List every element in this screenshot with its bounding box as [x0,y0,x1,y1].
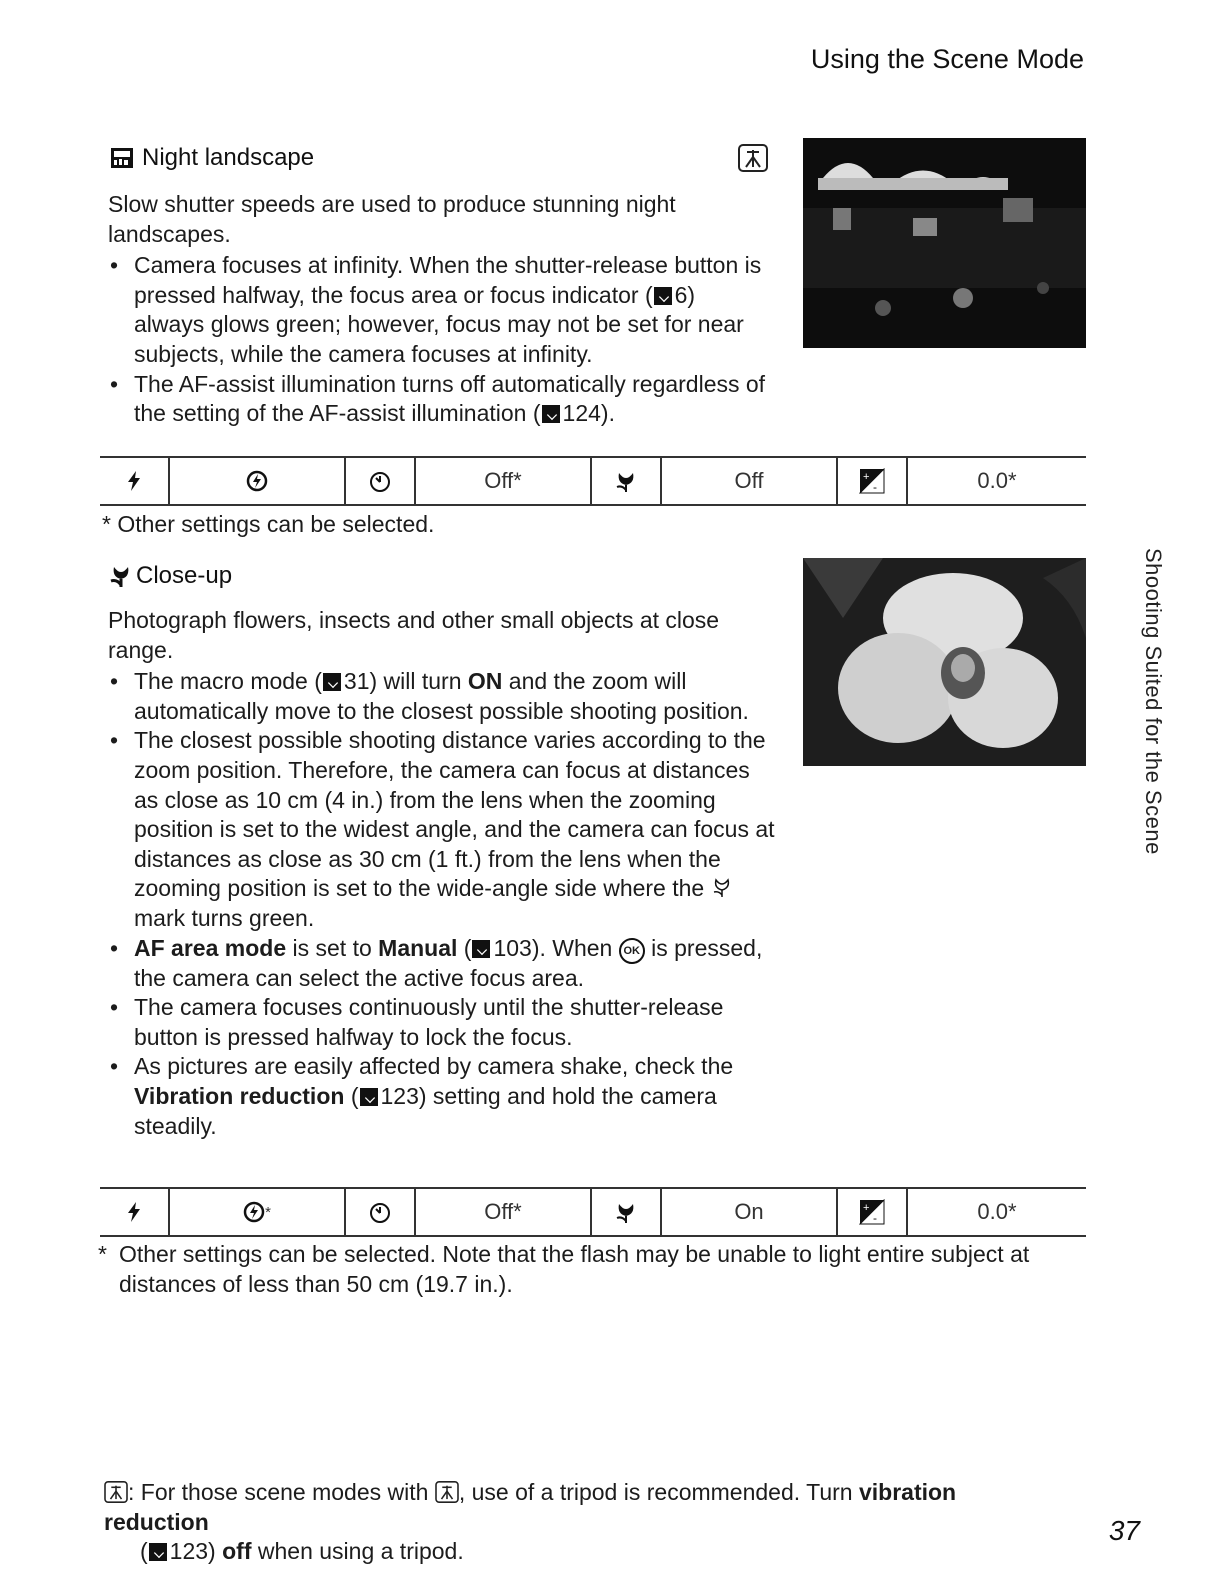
tripod-note [104,1478,1064,1567]
self-timer-value: Off* [414,1189,592,1235]
night-landscape-image [803,138,1086,348]
flash-icon [126,1201,142,1223]
text: The closest possible shooting distance varies according to the zoom position. Therefore, the camera can focus at distances as close as 10 cm (4 in.) from the lens when the zooming position is set to the widest angle, and the camera can focus at distances as close as 30 cm (1 ft.) from the lens when the zooming position is set to the wide-angle side where the [134,727,775,902]
text: ) setting and hold the camera steadily. [134,1082,717,1139]
text: and the zoom will automatically move to the closest possible shooting position. [134,668,749,724]
text: The macro mode ( [134,668,322,695]
macro-cell [592,458,660,504]
text: The AF-assist illumination turns off automatically regardless of the setting of the AF-assist illumination ( [134,370,766,427]
svg-text:-: - [873,1211,877,1225]
closeup-intro: Photograph flowers, insects and other small objects at close range. [108,607,720,663]
macro-outline-icon [711,877,733,899]
night-bullet-1 [108,251,768,369]
macro-value: Off [660,458,838,504]
night-landscape-mode-icon [110,147,134,169]
text: ( [140,1538,148,1565]
text: ) always glows green; however, focus may not be set for near subjects, while the camera focuses at infinity. [134,281,744,367]
bold-text: ON [467,668,503,695]
text: ). When [531,934,619,961]
footnote-star: * [98,1241,107,1267]
closeup-settings-table [100,1187,1086,1237]
macro-value: On [660,1189,838,1235]
night-landscape-heading [110,144,314,172]
reference-icon [542,405,560,423]
closeup-bullet-4: • The camera focuses continuously until the shutter-release button is pressed halfway to lock the focus. [108,993,776,1052]
flash-value-cell [168,458,346,504]
text: when using a tripod. [251,1538,464,1565]
closeup-bullet-2 [108,726,776,933]
macro-tulip-icon [613,1200,639,1224]
closeup-body [108,606,776,1141]
night-landscape-body [108,190,768,429]
night-landscape-title: Night landscape [142,144,315,171]
exposure-cell [838,1189,906,1235]
bold-text: Manual [378,934,458,961]
closeup-bullet-3 [108,934,776,994]
page-ref: 103 [493,934,532,961]
text: ( [457,934,472,961]
text: As pictures are easily affected by camera shake, check the [134,1053,734,1080]
reference-icon [654,287,672,305]
text: is set to [286,934,379,961]
chapter-sidebar-label: Shooting Suited for the Scene [1141,548,1166,855]
self-timer-cell [346,458,414,504]
closeup-heading [108,562,232,590]
flash-mode-cell [100,1189,168,1235]
exposure-cell [838,458,906,504]
self-timer-cell [346,1189,414,1235]
text: ). [600,400,615,427]
tripod-icon [738,144,768,172]
exposure-value: 0.0* [906,1189,1086,1235]
flash-value-cell [168,1189,346,1235]
closeup-footnote [98,1240,1098,1299]
text: ) [208,1538,223,1565]
closeup-mode-icon [108,564,134,588]
page-ref: 124 [562,400,601,427]
svg-text:+: + [863,471,870,483]
tripod-icon [435,1481,459,1503]
bold-text: AF area mode [134,934,287,961]
night-bullet-2 [108,370,768,429]
bold-text: Vibration reduction [134,1082,345,1109]
page-ref: 123 [169,1538,209,1565]
text: is pressed, the camera can select the active focus area. [134,934,763,991]
night-landscape-photo [803,138,1086,348]
self-timer-icon [368,1200,392,1224]
page-number: 37 [1108,1515,1140,1546]
night-settings-table [100,456,1086,506]
page-ref: 31 [343,668,370,695]
self-timer-icon [368,469,392,493]
flash-off-icon [246,470,268,492]
text: mark turns green. [134,904,315,931]
macro-tulip-icon [613,469,639,493]
reference-icon [360,1088,378,1106]
reference-icon [149,1543,167,1561]
bold-text: vibration reduction [104,1479,957,1535]
night-landscape-intro: Slow shutter speeds are used to produce stunning night landscapes. [108,191,676,247]
exposure-compensation-icon [859,468,885,494]
flash-icon [126,470,142,492]
page-ref: 6 [674,281,688,308]
flash-off-icon [243,1201,265,1223]
ok-button-icon: OK [619,938,645,964]
running-head: Using the Scene Mode [810,44,1084,74]
exposure-compensation-icon [859,1199,885,1225]
text: Camera focuses at infinity. When the shutter-release button is pressed halfway, the focus area or focus indicator ( [134,252,762,308]
closeup-photo [803,558,1086,766]
text: : For those scene modes with [128,1479,435,1505]
closeup-bullet-1 [108,667,776,726]
reference-icon [323,673,341,691]
text: , use of a tripod is recommended. Turn [458,1479,859,1505]
orchid-image [803,558,1086,766]
text: ) will turn [369,668,468,695]
closeup-title: Close-up [136,562,233,589]
svg-text:+: + [863,1202,870,1214]
tripod-icon [104,1481,128,1503]
closeup-bullet-5 [108,1052,776,1141]
flash-footnote-mark: * [265,1203,271,1221]
footnote-text: Other settings can be selected. Note that the flash may be unable to light entire subject at distances of less than 50 cm (19.7 in.). [118,1241,1030,1297]
bold-text: off [222,1538,252,1565]
text: ( [344,1082,359,1109]
page-ref: 123 [380,1082,419,1109]
macro-cell [592,1189,660,1235]
self-timer-value: Off* [414,458,592,504]
reference-icon [472,940,490,958]
svg-text:-: - [873,480,877,494]
night-footnote: * Other settings can be selected. [102,511,435,537]
flash-mode-cell [100,458,168,504]
exposure-value: 0.0* [906,458,1086,504]
